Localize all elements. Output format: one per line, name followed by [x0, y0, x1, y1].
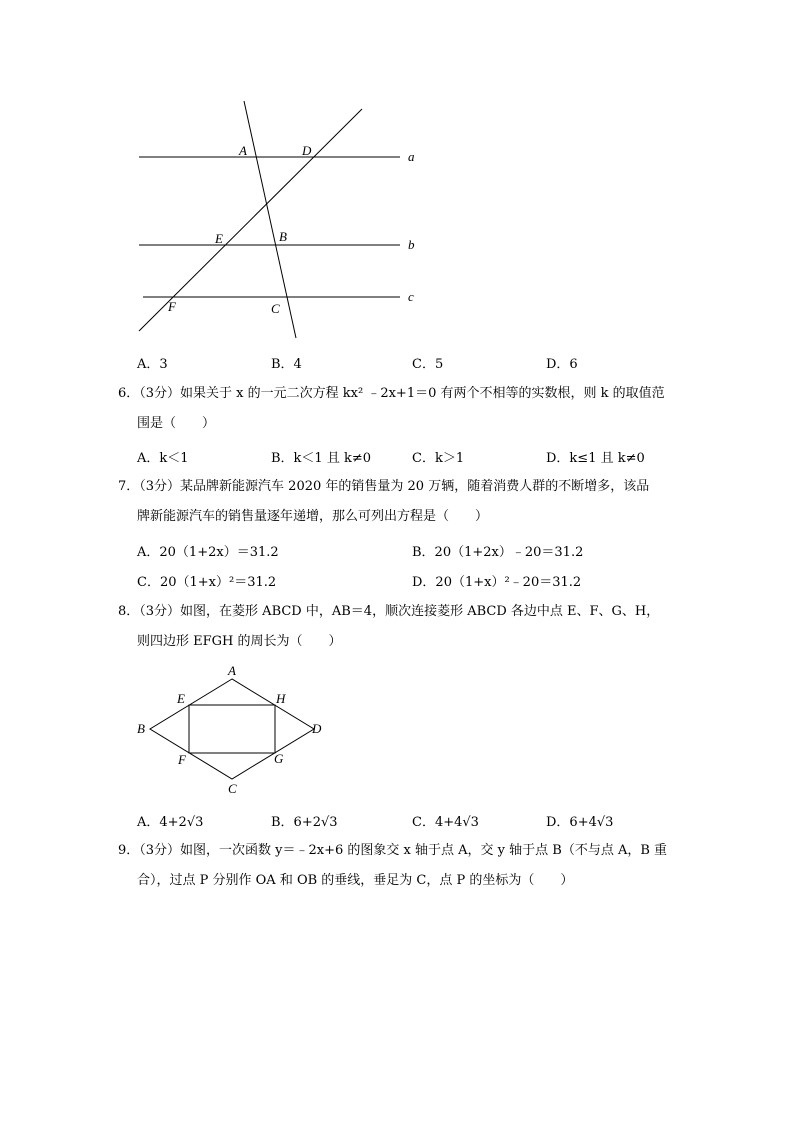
label-H: H — [276, 691, 286, 706]
label-E: E — [177, 691, 185, 706]
label-A: A — [228, 663, 236, 678]
q6-option-d[interactable]: D．k≤1 且 k≠0 — [546, 451, 645, 466]
label-D: D — [302, 143, 312, 158]
q6-stem-line2: 围是（ ） — [137, 416, 216, 431]
q8-stem-line2: 则四边形 EFGH 的周长为（ ） — [137, 634, 342, 649]
q8-option-a[interactable]: A．4+2√3 — [137, 815, 204, 830]
q8-option-d[interactable]: D．6+4√3 — [546, 815, 614, 830]
label-B: B — [137, 721, 145, 736]
q8-option-b[interactable]: B．6+2√3 — [271, 815, 338, 830]
transversal-ac — [244, 101, 296, 338]
q8-option-c[interactable]: C．4+4√3 — [412, 815, 479, 830]
rhombus-figure — [130, 660, 330, 800]
q5-option-d[interactable]: D．6 — [546, 357, 578, 372]
q6-option-b[interactable]: B．k＜1 且 k≠0 — [271, 451, 372, 466]
q5-option-a[interactable]: A．3 — [137, 357, 168, 372]
q7-option-c[interactable]: C．20（1+x）²＝31.2 — [137, 575, 277, 590]
transversal-fd — [139, 109, 362, 331]
label-A: A — [239, 143, 247, 158]
q5-option-b[interactable]: B．4 — [271, 357, 302, 372]
q6-stem-line1: 6．（3分）如果关于 x 的一元二次方程 kx² ﹣2x+1＝0 有两个不相等的实数根，则 k 的取值范 — [118, 386, 665, 401]
q7-stem-line1: 7．（3分）某品牌新能源汽车 2020 年的销售量为 20 万辆，随着消费人群的不断增多，该品 — [118, 479, 650, 494]
q7-option-b[interactable]: B．20（1+2x）﹣20＝31.2 — [412, 545, 584, 560]
q7-option-a[interactable]: A．20（1+2x）＝31.2 — [137, 545, 279, 560]
parallel-lines-figure — [130, 95, 430, 345]
label-c: c — [408, 289, 414, 304]
label-C: C — [271, 301, 280, 316]
rectangle-efgh — [189, 705, 275, 753]
rhombus-abcd — [150, 679, 314, 779]
label-B: B — [279, 229, 287, 244]
label-G: G — [274, 751, 284, 766]
q9-stem-line1: 9．（3分）如图，一次函数 y＝﹣2x+6 的图象交 x 轴于点 A，交 y 轴于点 B（不与点 A，B 重 — [118, 843, 668, 858]
label-F: F — [178, 752, 186, 767]
q8-stem-line1: 8．（3分）如图，在菱形 ABCD 中，AB＝4，顺次连接菱形 ABCD 各边中点 E、F、G、H， — [118, 604, 660, 619]
label-D: D — [312, 721, 322, 736]
q5-option-c[interactable]: C．5 — [412, 357, 444, 372]
label-E: E — [215, 231, 223, 246]
q7-option-d[interactable]: D．20（1+x）²﹣20＝31.2 — [412, 575, 582, 590]
q6-option-a[interactable]: A．k＜1 — [137, 451, 189, 466]
label-a: a — [408, 149, 415, 164]
q9-stem-line2: 合），过点 P 分别作 OA 和 OB 的垂线，垂足为 C，点 P 的坐标为（ ） — [137, 873, 574, 888]
q6-option-c[interactable]: C．k＞1 — [412, 451, 465, 466]
label-C: C — [228, 781, 237, 796]
label-F: F — [168, 299, 176, 314]
label-b: b — [408, 237, 415, 252]
q7-stem-line2: 牌新能源汽车的销售量逐年递增，那么可列出方程是（ ） — [137, 509, 489, 524]
